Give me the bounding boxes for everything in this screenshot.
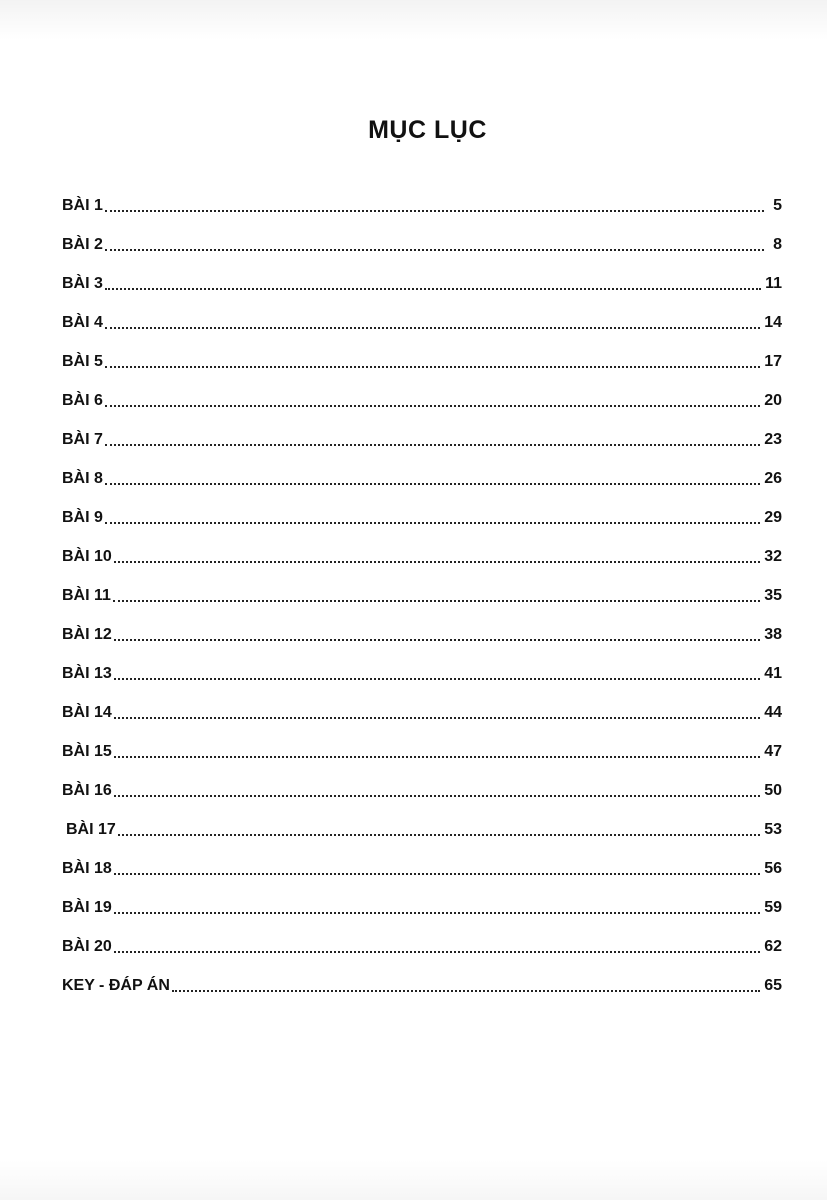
toc-entry-bai-5 xyxy=(60,332,782,371)
toc-entry-label: BÀI 19 xyxy=(62,899,112,916)
toc-entry-label: BÀI 5 xyxy=(62,353,103,370)
toc-entry-label: BÀI 7 xyxy=(62,431,103,448)
toc-entry-page: 35 xyxy=(764,587,782,604)
toc-entry-page: 23 xyxy=(764,431,782,448)
dot-leader xyxy=(105,249,764,251)
toc-entry-page: 41 xyxy=(764,665,782,682)
toc-entry-bai-3 xyxy=(60,254,782,293)
toc-entry-bai-14 xyxy=(60,683,782,722)
toc-entry-bai-19 xyxy=(60,878,782,917)
dot-leader xyxy=(113,600,760,602)
toc-entry-bai-18 xyxy=(60,839,782,878)
toc-entry-page: 5 xyxy=(773,197,782,214)
toc-entry-bai-20 xyxy=(60,917,782,956)
toc-entry-bai-1 xyxy=(60,176,782,215)
toc-entry-label: BÀI 14 xyxy=(62,704,112,721)
toc-entry-bai-17 xyxy=(60,800,782,839)
dot-leader xyxy=(118,834,760,836)
toc-entry-label: BÀI 9 xyxy=(62,509,103,526)
toc-entry-label: BÀI 2 xyxy=(62,236,103,253)
toc-entry-bai-10 xyxy=(60,527,782,566)
dot-leader xyxy=(114,951,760,953)
toc-entry-label: BÀI 16 xyxy=(62,782,112,799)
toc-entry-bai-7 xyxy=(60,410,782,449)
toc-entry-page: 50 xyxy=(764,782,782,799)
toc-entry-bai-12 xyxy=(60,605,782,644)
toc-entry-bai-15 xyxy=(60,722,782,761)
dot-leader xyxy=(114,561,760,563)
toc-entry-label: BÀI 6 xyxy=(62,392,103,409)
toc-entry-bai-2 xyxy=(60,215,782,254)
toc-entry-bai-6 xyxy=(60,371,782,410)
toc-entry-bai-9 xyxy=(60,488,782,527)
toc-entry-label: BÀI 15 xyxy=(62,743,112,760)
dot-leader xyxy=(105,483,760,485)
toc-entry-label: BÀI 13 xyxy=(62,665,112,682)
toc-entry-page: 56 xyxy=(764,860,782,877)
toc-entry-bai-8 xyxy=(60,449,782,488)
toc-entry-page: 44 xyxy=(764,704,782,721)
toc-entry-label: BÀI 11 xyxy=(62,587,111,604)
page-title: MỤC LỤC xyxy=(368,116,487,144)
toc-entry-label: BÀI 12 xyxy=(62,626,112,643)
toc-entry-page: 38 xyxy=(764,626,782,643)
toc-entry-label: BÀI 4 xyxy=(62,314,103,331)
toc-entry-page: 47 xyxy=(764,743,782,760)
toc-entry-label: BÀI 8 xyxy=(62,470,103,487)
dot-leader xyxy=(114,678,760,680)
dot-leader xyxy=(114,795,760,797)
toc-entry-page: 20 xyxy=(764,392,782,409)
toc-entry-page: 32 xyxy=(764,548,782,565)
toc-entry-page: 17 xyxy=(764,353,782,370)
toc-entry-label: BÀI 1 xyxy=(62,197,103,214)
dot-leader xyxy=(105,327,760,329)
toc-entry-page: 65 xyxy=(764,977,782,994)
dot-leader xyxy=(105,444,760,446)
toc-entry-page: 53 xyxy=(764,821,782,838)
toc-entry-label: KEY - ĐÁP ÁN xyxy=(62,977,170,994)
toc-entry-bai-16 xyxy=(60,761,782,800)
dot-leader xyxy=(105,405,760,407)
toc-entry-page: 29 xyxy=(764,509,782,526)
table-of-contents xyxy=(60,176,782,995)
toc-entry-page: 62 xyxy=(764,938,782,955)
toc-entry-label: BÀI 18 xyxy=(62,860,112,877)
toc-entry-bai-13 xyxy=(60,644,782,683)
dot-leader xyxy=(105,288,761,290)
dot-leader xyxy=(172,990,760,992)
toc-entry-label: BÀI 3 xyxy=(62,275,103,292)
toc-entry-page: 26 xyxy=(764,470,782,487)
toc-entry-page: 11 xyxy=(765,275,782,292)
dot-leader xyxy=(105,522,760,524)
toc-entry-bai-11 xyxy=(60,566,782,605)
dot-leader xyxy=(105,210,764,212)
toc-entry-label: BÀI 20 xyxy=(62,938,112,955)
dot-leader xyxy=(105,366,760,368)
dot-leader xyxy=(114,639,760,641)
toc-entry-page: 59 xyxy=(764,899,782,916)
toc-entry-label: BÀI 10 xyxy=(62,548,112,565)
dot-leader xyxy=(114,756,760,758)
toc-entry-bai-4 xyxy=(60,293,782,332)
toc-entry-page: 8 xyxy=(773,236,782,253)
dot-leader xyxy=(114,873,760,875)
dot-leader xyxy=(114,912,760,914)
toc-entry-key xyxy=(60,956,782,995)
dot-leader xyxy=(114,717,760,719)
toc-entry-label: BÀI 17 xyxy=(66,821,116,838)
toc-entry-page: 14 xyxy=(764,314,782,331)
